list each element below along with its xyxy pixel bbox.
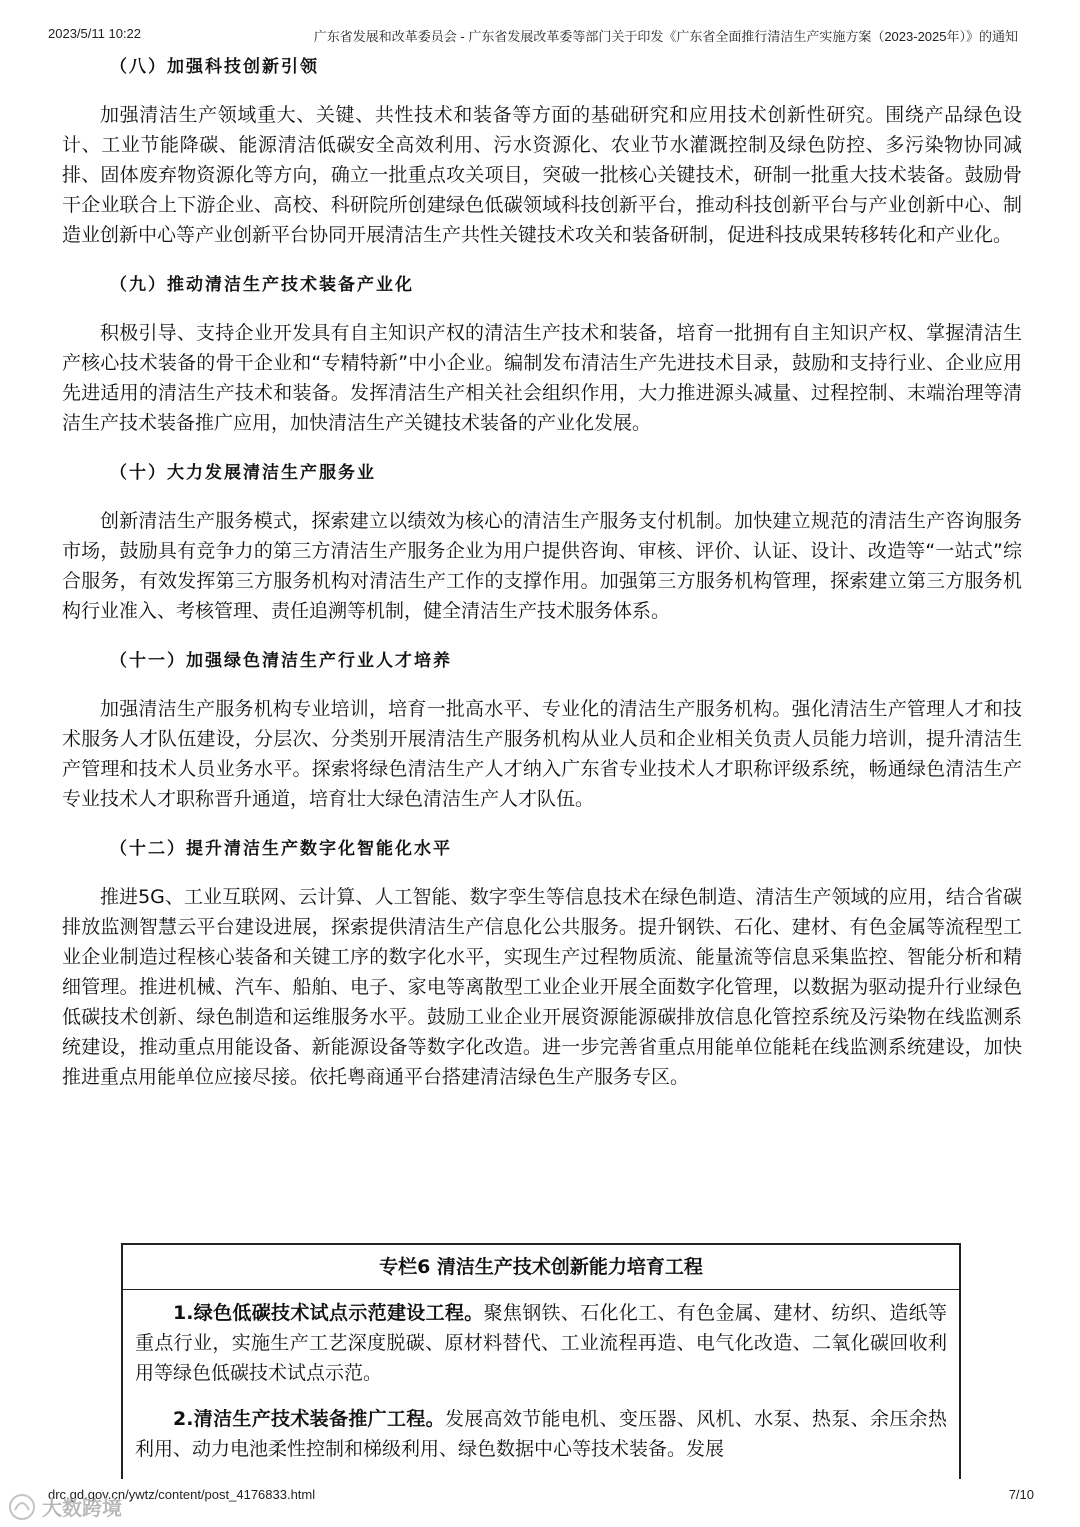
column-box-item [135, 1404, 947, 1464]
column-box-item [135, 1298, 947, 1388]
section-paragraph-9: 积极引导、支持企业开发具有自主知识产权的清洁生产技术和装备，培育一批拥有自主知识产权、掌握清洁生产核心技术装备的骨干企业和“专精特新”中小企业。编制发布清洁生产先进技术目录，鼓励和支持行业、企业应用先进适用的清洁生产技术和装备。发挥清洁生产相关社会组织作用，大力推进源头减量、过程控制、末端治理等清洁生产技术装备推广应用，加快清洁生产关键技术装备的产业化发展。 [62, 322, 1022, 434]
print-datetime: 2023/5/11 10:22 [48, 26, 142, 41]
column-box-item-lead: 1.绿色低碳技术试点示范建设工程。 [173, 1302, 484, 1324]
section-heading-8: （八）加强科技创新引领 [110, 57, 319, 77]
section-heading-11: （十一）加强绿色清洁生产行业人才培养 [110, 651, 452, 671]
column-box-item-text: 聚焦钢铁、石化化工、有色金属、建材、纺织、造纸等重点行业，实施生产工艺深度脱碳、原材料替代、工业流程再造、电气化改造、二氧化碳回收利用等绿色低碳技术试点示范。 [135, 1302, 947, 1384]
page-number: 7/10 [1008, 1487, 1034, 1502]
watermark-logo [6, 1490, 176, 1524]
section-paragraph-8: 加强清洁生产领域重大、关键、共性技术和装备等方面的基础研究和应用技术创新性研究。围绕产品绿色设计、工业节能降碳、能源清洁低碳安全高效利用、污水资源化、农业节水灌溉控制及绿色防控、多污染物协同减排、固体废弃物资源化等方向，确立一批重点攻关项目，突破一批核心关键技术，研制一批重大技术装备。鼓励骨干企业联合上下游企业、高校、科研院所创建绿色低碳领域科技创新平台，推动科技创新平台与产业创新中心、制造业创新中心等产业创新平台协同开展清洁生产共性关键技术攻关和装备研制，促进科技成果转移转化和产业化。 [62, 104, 1022, 246]
section-heading-10: （十）大力发展清洁生产服务业 [110, 463, 376, 483]
watermark-icon [10, 1495, 34, 1519]
column-box [121, 1243, 961, 1479]
print-url: drc.gd.gov.cn/ywtz/content/post_4176833.html [48, 1487, 316, 1502]
section-heading-12: （十二）提升清洁生产数字化智能化水平 [110, 839, 452, 859]
section-paragraph-11: 加强清洁生产服务机构专业培训，培育一批高水平、专业化的清洁生产服务机构。强化清洁生产管理人才和技术服务人才队伍建设，分层次、分类别开展清洁生产服务机构从业人员和企业相关负责人员能力培训，提升清洁生产管理和技术人员业务水平。探索将绿色清洁生产人才纳入广东省专业技术人才职称评级系统，畅通绿色清洁生产专业技术人才职称晋升通道，培育壮大绿色清洁生产人才队伍。 [62, 698, 1022, 810]
column-box-title: 专栏6 清洁生产技术创新能力培育工程 [123, 1245, 959, 1290]
print-page-title: 广东省发展和改革委员会 - 广东省发展改革委等部门关于印发《广东省全面推行清洁生产实施方案（2023-2025年）》的通知 [313, 29, 1018, 44]
column-box-body [123, 1290, 959, 1464]
section-heading-9: （九）推动清洁生产技术装备产业化 [110, 275, 414, 295]
column-box-item-text: 发展高效节能电机、变压器、风机、水泵、热泵、余压余热利用、动力电池柔性控制和梯级利用、绿色数据中心等技术装备。发展 [135, 1408, 947, 1460]
watermark-text: 大数跨境 [42, 1496, 122, 1520]
column-box-item-lead: 2.清洁生产技术装备推广工程。 [173, 1408, 445, 1430]
section-paragraph-12: 推进5G、工业互联网、云计算、人工智能、数字孪生等信息技术在绿色制造、清洁生产领域的应用，结合省碳排放监测智慧云平台建设进展，探索提供清洁生产信息化公共服务。提升钢铁、石化、建材、有色金属等流程型工业企业制造过程核心装备和关键工序的数字化水平，实现生产过程物质流、能量流等信息采集监控、智能分析和精细管理。推进机械、汽车、船舶、电子、家电等离散型工业企业开展全面数字化管理，以数据为驱动提升行业绿色低碳技术创新、绿色制造和运维服务水平。鼓励工业企业开展资源能源碳排放信息化管控系统及污染物在线监测系统建设，推动重点用能设备、新能源设备等数字化改造。进一步完善省重点用能单位能耗在线监测系统建设，加快推进重点用能单位应接尽接。依托粤商通平台搭建清洁绿色生产服务专区。 [62, 886, 1022, 1088]
document-body [62, 52, 1022, 1112]
section-paragraph-10: 创新清洁生产服务模式，探索建立以绩效为核心的清洁生产服务支付机制。加快建立规范的清洁生产咨询服务市场，鼓励具有竞争力的第三方清洁生产服务企业为用户提供咨询、审核、评价、认证、设计、改造等“一站式”综合服务，有效发挥第三方服务机构对清洁生产工作的支撑作用。加强第三方服务机构管理，探索建立第三方服务机构行业准入、考核管理、责任追溯等机制，健全清洁生产技术服务体系。 [62, 510, 1022, 622]
